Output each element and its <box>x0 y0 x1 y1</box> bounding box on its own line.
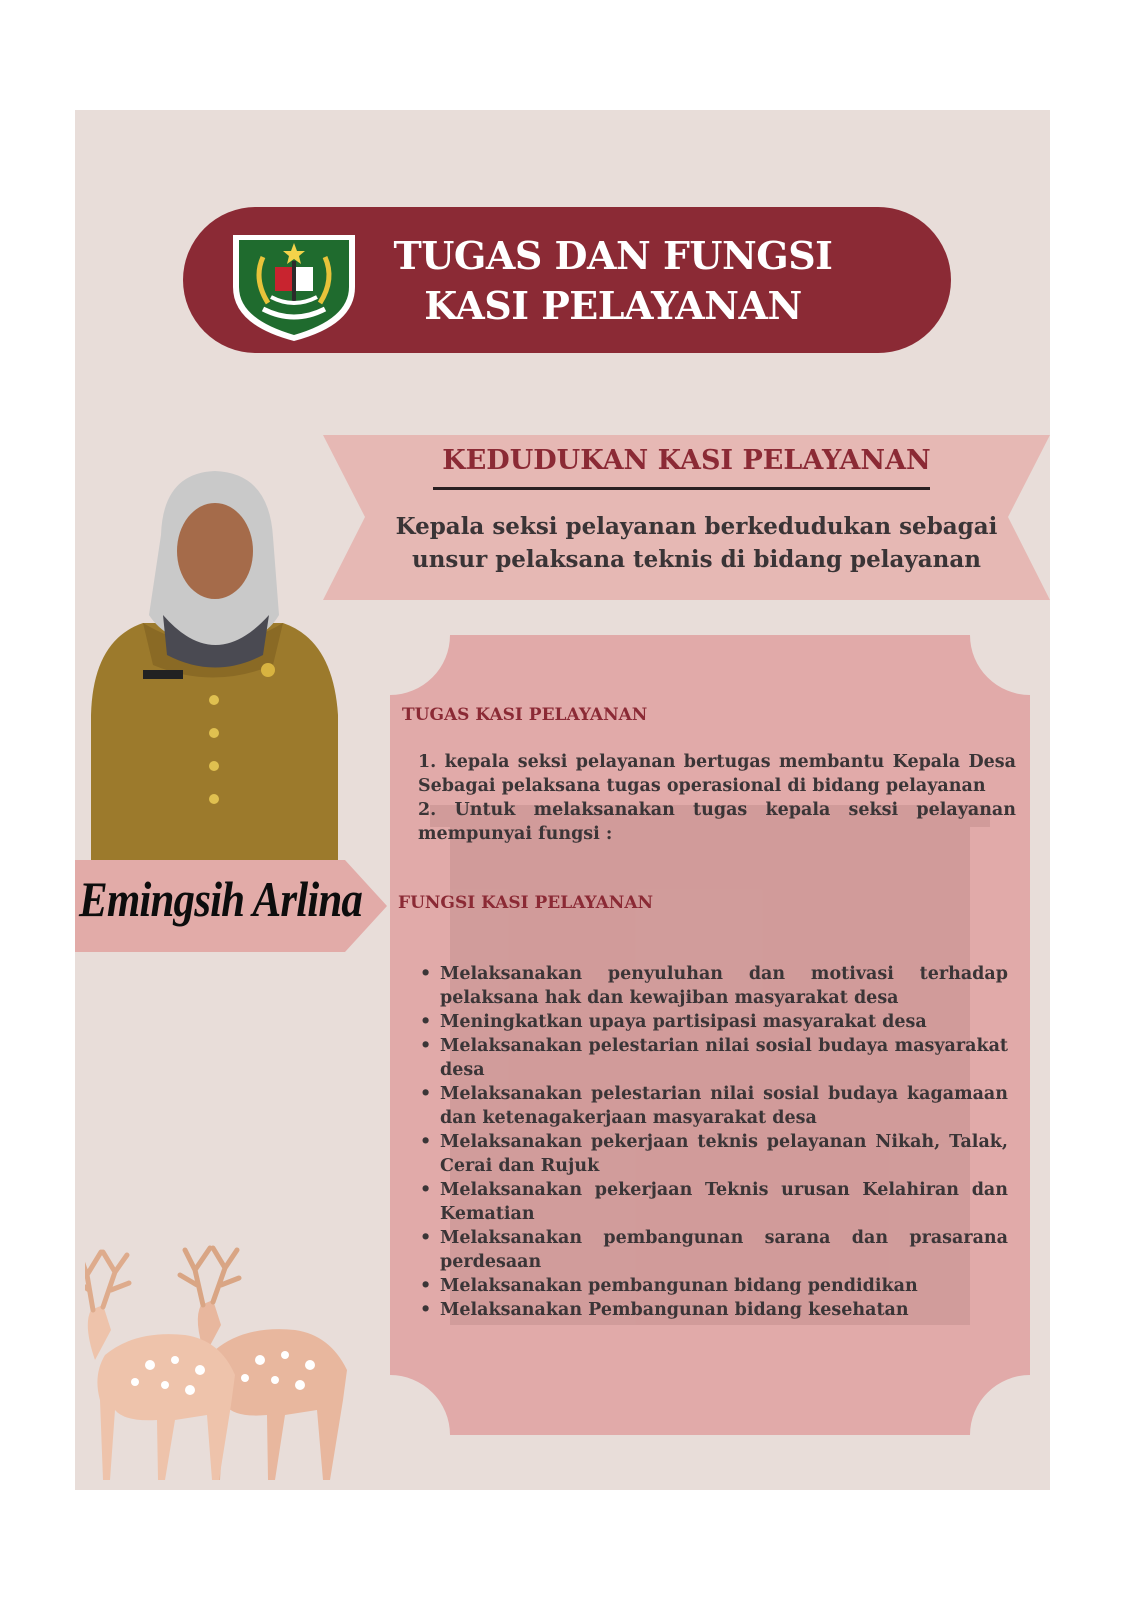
fungsi-item: • Melaksanakan pembangunan bidang pendidikan <box>418 1274 1008 1298</box>
title-line-2: KASI PELAYANAN <box>424 283 802 328</box>
deer-decoration-icon <box>85 1230 385 1490</box>
kedudukan-body: Kepala seksi pelayanan berkedudukan sebagai unsur pelaksana teknis di bidang pelayanan <box>395 513 998 573</box>
fungsi-item: • Melaksanakan pelestarian nilai sosial budaya masyarakat desa <box>418 1034 1008 1082</box>
fungsi-item: • Melaksanakan Pembangunan bidang kesehatan <box>418 1298 1008 1322</box>
fungsi-list <box>418 962 1008 1322</box>
fungsi-item: • Melaksanakan pembangunan sarana dan prasarana perdesaan <box>418 1226 1008 1274</box>
tugas-item: 1. kepala seksi pelayanan bertugas membantu Kepala Desa Sebagai pelaksana tugas operasional di bidang pelayanan <box>418 752 1016 796</box>
fungsi-item: • Melaksanakan pelestarian nilai sosial budaya kagamaan dan ketenagakerjaan masyarakat desa <box>418 1082 1008 1130</box>
poster <box>75 110 1050 1490</box>
name-tag <box>75 860 387 952</box>
tugas-list <box>418 750 1016 846</box>
tugas-item: 2. Untuk melaksanakan tugas kepala seksi pelayanan mempunyai fungsi : <box>418 800 1016 844</box>
fungsi-item: • Melaksanakan pekerjaan teknis pelayanan Nikah, Talak, Cerai dan Rujuk <box>418 1130 1008 1178</box>
person-name: Emingsih Arlina <box>79 871 363 927</box>
fungsi-heading: FUNGSI KASI PELAYANAN <box>398 893 654 913</box>
kedudukan-ribbon <box>323 435 1050 600</box>
tugas-heading: TUGAS KASI PELAYANAN <box>402 705 648 725</box>
tugas-fungsi-panel <box>390 635 1030 1435</box>
fungsi-item: • Meningkatkan upaya partisipasi masyarakat desa <box>418 1010 1008 1034</box>
title-line-1: TUGAS DAN FUNGSI <box>393 233 833 278</box>
kedudukan-title: KEDUDUKAN KASI PELAYANAN <box>442 445 931 476</box>
village-emblem-icon <box>223 217 365 343</box>
person-photo <box>83 465 345 860</box>
header-banner <box>183 207 951 353</box>
fungsi-item: • Melaksanakan penyuluhan dan motivasi terhadap pelaksana hak dan kewajiban masyarakat desa <box>418 962 1008 1010</box>
divider <box>433 487 930 490</box>
page-title <box>383 231 843 331</box>
fungsi-item: • Melaksanakan pekerjaan Teknis urusan Kelahiran dan Kematian <box>418 1178 1008 1226</box>
